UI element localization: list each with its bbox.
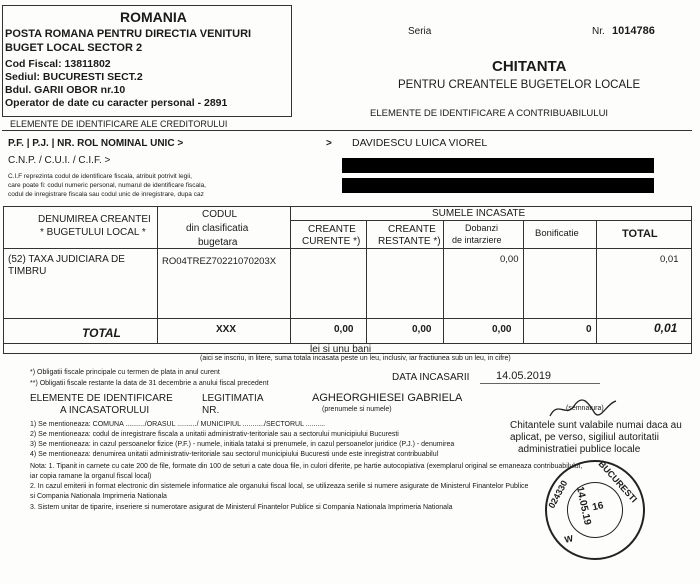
taxpayer-cnp-label: C.N.P. / C.U.I. / C.I.F. > bbox=[8, 155, 111, 166]
stamp-city: BUCURESTI bbox=[596, 458, 640, 505]
footnote-7: 2. In cazul emiterii in format electronic din sistemele informatice ale organului fiscal local, se utilizeaza seriile si numere asigurate de Ministerul Finantelor Publice bbox=[30, 483, 529, 490]
note-curente: *) Obligatii fiscale principale cu termen de plata in anul curent bbox=[30, 369, 220, 376]
th-buget: * BUGETULUI LOCAL * bbox=[40, 227, 146, 238]
th-restante-1: CREANTE bbox=[388, 224, 436, 235]
redacted-cnp bbox=[342, 158, 654, 173]
collector-name: AGHEORGHIESEI GABRIELA bbox=[312, 392, 463, 404]
total-restante: 0,00 bbox=[412, 324, 432, 335]
taxpayer-section-label: ELEMENTE DE IDENTIFICARE A CONTRIBUABILULUI bbox=[370, 108, 609, 119]
cif-note-2: care poate fi: codul numeric personal, numarul de identificare fiscala, bbox=[8, 182, 206, 189]
collector-label-2: A INCASATORULUI bbox=[60, 405, 150, 416]
row-total: 0,01 bbox=[660, 254, 679, 265]
th-dobanzi-2: de intarziere bbox=[452, 235, 502, 245]
header-divider bbox=[2, 130, 692, 131]
footnote-2: 2) Se mentioneaza: codul de inregistrare fiscala a unitatii administrativ-teritoriale sau a sectorului municipiului Bucuresti bbox=[30, 431, 399, 438]
taxpayer-type-label: P.F. | P.J. | NR. ROL NOMINAL UNIC > bbox=[8, 138, 184, 149]
stamp-hour: 16 bbox=[591, 500, 605, 514]
total-bonificatie: 0 bbox=[586, 324, 592, 335]
col-sep-1 bbox=[157, 206, 158, 343]
stamp-postcode: 024330 bbox=[546, 478, 570, 510]
date-label: DATA INCASARII bbox=[392, 372, 470, 383]
sume-subheader-line bbox=[290, 220, 692, 221]
footnote-5: Nota: 1. Tipanit in carnete cu cate 200 de file, formate din 100 de seturi a cate doua file, in culori diferite, pe hartie autocopiativa (exemplarul original se emaneaza contribuabilului, bbox=[30, 463, 583, 470]
number-label: Nr. bbox=[592, 26, 605, 37]
th-sume: SUMELE INCASATE bbox=[432, 208, 526, 219]
issuer-office-line2: BUGET LOCAL SECTOR 2 bbox=[5, 42, 143, 54]
validity-2: aplicat, pe verso, sigiliul autoritatii bbox=[510, 432, 659, 443]
col-sep-4 bbox=[443, 220, 444, 343]
row-dobanzi: 0,00 bbox=[500, 254, 519, 265]
total-dobanzi: 0,00 bbox=[492, 324, 512, 335]
footnote-9: 3. Sistem unitar de tiparire, inseriere si numerotare asigurat de Ministerul Finantelor Publice si Compania Nationala Imprimeria Nationala bbox=[30, 504, 453, 511]
legit-nr-label: NR. bbox=[202, 405, 220, 416]
total-label: TOTAL bbox=[82, 326, 121, 340]
collection-date: 14.05.2019 bbox=[496, 370, 552, 382]
redacted-address bbox=[342, 178, 654, 193]
row-code: RO04TREZ70221070203X bbox=[162, 256, 277, 267]
issuer-fiscal-code: Cod Fiscal: 13811802 bbox=[5, 58, 111, 70]
th-dobanzi-1: Dobanzi bbox=[465, 223, 499, 233]
date-underline bbox=[480, 383, 600, 384]
th-cod2: din clasificatia bbox=[186, 223, 249, 234]
footnote-3: 3) Se mentioneaza: in cazul persoanelor fizice (P.F.) - numele, initiala tatalui si prenumele, in cazul persoanelor juridice (P.J.) - denumirea bbox=[30, 441, 455, 448]
stamp-date: 14.05.19 bbox=[573, 485, 593, 527]
footnote-6: iar copia ramane la organul fiscal local) bbox=[30, 473, 152, 480]
th-curente-1: CREANTE bbox=[308, 224, 356, 235]
col-sep-6 bbox=[596, 220, 597, 343]
validity-3: administratiei publice locale bbox=[518, 444, 641, 455]
row-name-1: (52) TAXA JUDICIARA DE bbox=[8, 254, 125, 265]
th-total: TOTAL bbox=[622, 228, 658, 240]
table-header-line bbox=[3, 248, 692, 249]
th-denumirea: DENUMIREA CREANTEI bbox=[38, 214, 151, 225]
receipt-subtitle: PENTRU CREANTELE BUGETELOR LOCALE bbox=[398, 79, 641, 91]
total-total: 0,01 bbox=[654, 321, 678, 335]
creditor-section-label: ELEMENTE DE IDENTIFICARE ALE CREDITORULUI bbox=[10, 119, 228, 129]
legit-label: LEGITIMATIA bbox=[202, 393, 264, 404]
col-sep-5 bbox=[523, 220, 524, 343]
taxpayer-name: DAVIDESCU LUICA VIOREL bbox=[352, 137, 488, 149]
col-sep-3 bbox=[366, 220, 367, 343]
th-bonificatie: Bonificatie bbox=[535, 228, 579, 239]
taxpayer-arrow: > bbox=[326, 138, 332, 149]
issuer-office-line1: POSTA ROMANA PENTRU DIRECTIA VENITURI bbox=[5, 28, 252, 40]
cif-note-1: C.I.F reprezinta codul de identificare fiscala, atribuit potrivit legii, bbox=[8, 173, 192, 180]
amount-in-words: lei si unu bani bbox=[310, 344, 372, 355]
collector-label-1: ELEMENTE DE IDENTIFICARE bbox=[30, 393, 173, 404]
th-curente-2: CURENTE *) bbox=[302, 236, 361, 247]
note-restante: **) Obligatii fiscale restante la data de 31 decembrie a anului fiscal precedent bbox=[30, 380, 269, 387]
series-label: Seria bbox=[408, 26, 432, 37]
issuer-seat: Sediul: BUCURESTI SECT.2 bbox=[5, 71, 143, 83]
table-row-line bbox=[3, 318, 692, 319]
signature-scribble bbox=[548, 398, 618, 420]
stamp-letter: W bbox=[563, 533, 574, 545]
col-sep-2 bbox=[290, 206, 291, 343]
collector-name-hint: (prenumele si numele) bbox=[322, 406, 392, 413]
total-curente: 0,00 bbox=[334, 324, 354, 335]
validity-1: Chitantele sunt valabile numai daca au bbox=[510, 420, 682, 431]
footnote-8: si Compania Nationala Imprimeria Nationala bbox=[30, 493, 167, 500]
amount-words-note: (aici se inscriu, in litere, suma totala incasata peste un leu, inclusiv, iar fractiunea sub un leu, in cifre) bbox=[200, 355, 511, 362]
th-cod: CODUL bbox=[202, 209, 238, 220]
total-code: XXX bbox=[216, 324, 237, 335]
receipt-number: 1014786 bbox=[612, 25, 655, 37]
signature-label: (semnatura) bbox=[566, 405, 604, 412]
issuer-operator: Operator de date cu caracter personal - 2891 bbox=[5, 97, 228, 109]
issuer-address: Bdul. GARII OBOR nr.10 bbox=[5, 84, 126, 96]
row-name-2: TIMBRU bbox=[8, 266, 47, 277]
receipt-title: CHITANTA bbox=[492, 58, 567, 75]
issuer-country: ROMANIA bbox=[120, 9, 187, 25]
footnote-4: 4) Se mentioneaza: denumirea unitatii administrativ-teritoriale sau sectorul municipiului Bucuresti unde este inregistrat contribuabilul bbox=[30, 451, 439, 458]
cif-note-3: codul de inregistrare fiscala sau codul unic de inregistrare, dupa caz bbox=[8, 191, 204, 198]
th-restante-2: RESTANTE *) bbox=[378, 236, 441, 247]
th-cod3: bugetara bbox=[198, 237, 238, 248]
footnote-1: 1) Se mentioneaza: COMUNA ........../ORASUL ........../ MUNICIPIUL .........../SECTORUL .......... bbox=[30, 421, 326, 428]
